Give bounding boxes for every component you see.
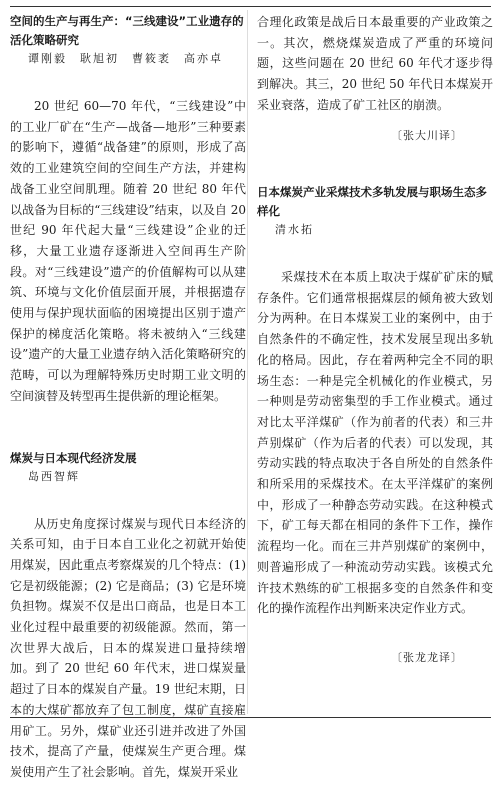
article-1-body: 20 世纪 60—70 年代，“三线建设”中的工业厂矿在“生产—战备—地形”三种要素的影响下，遵循“战备建”的原则，形成了高效的工业建筑空间的空间生产方法，并建构战备工业空间肌理。随着 20 世纪 80 年代以战备为目标的“三线建设”结束，以及自 20 世纪 90 年代起大量“三线建设”企业的迁移，大量工业遗存逐渐进入空间再生产阶段。对“三线建设”遗产的价值解构可以从建筑、环境与文化价值层面开展，并根据遗存使用与保护现状面临的困境提出区别于遗产保护的梯度活化策略。将未被纳入“三线建设”遗产的大量工业遗存纳入活化策略研究的范畴，可以为理解特殊历史时期工业文明的空间演替及转型再生提供新的理论框架。 xyxy=(10,99,246,403)
article-2-authors: 岛西智辉 xyxy=(28,469,80,483)
left-column xyxy=(10,12,246,804)
article-2-body-continued: 合理化政策是战后日本最重要的产业政策之一。其次，燃烧煤炭造成了严重的环境问题，这些问题在 20 世纪 60 年代才逐步得到解决。其三，20 世纪 50 年代日本煤炭开采业衰落，造成了矿工社区的崩溃。 xyxy=(257,15,493,112)
article-3-title: 日本煤炭产业采煤技术多轨发展与职场生态多样化 xyxy=(257,185,487,218)
column-divider xyxy=(247,10,248,714)
article-3-body: 采煤技术在本质上取决于煤矿矿床的赋存条件。它们通常根据煤层的倾角被大致划分为两种。在日本煤炭工业的案例中，由于自然条件的不确定性，技术发展呈现出多轨化的格局。因此，存在着两种完全不同的职场生态：一种是完全机械化的作业模式，另一种则是劳动密集型的手工作业模式。通过对比太平洋煤矿（作为前者的代表）和三井芦别煤矿（作为后者的代表）可以发现，其劳动实践的特点取决于各自所处的自然条件和所采用的采煤技术。在太平洋煤矿的案例中，形成了一种静态劳动实践。在这种模式下，矿工每天都在相同的条件下工作，操作流程均一化。而在三井芦别煤矿的案例中，则普遍形成了一种流动劳动实践。该模式允许技术熟练的矿工根据多变的自然条件和变化的操作流程作出判断来决定作业方式。 xyxy=(257,270,493,616)
article-3-translator: 〔张龙龙译〕 xyxy=(391,650,463,664)
article-2 xyxy=(10,449,246,804)
article-1 xyxy=(10,12,246,407)
article-3 xyxy=(257,183,493,665)
right-column xyxy=(257,12,493,665)
bottom-rule xyxy=(10,717,491,718)
article-2-title: 煤炭与日本现代经济发展 xyxy=(10,450,137,465)
article-1-authors: 谭刚毅 耿旭初 曹筱袤 高亦卓 xyxy=(28,52,223,65)
article-3-authors: 清水拓 xyxy=(275,223,314,236)
article-2-body: 从历史角度探讨煤炭与现代日本经济的关系可知，由于日本自工业化之初就开始使用煤炭，因此重点考察煤炭的几个特点：(1) 它是初级能源；(2) 它是商品；(3) 它是环境负担物。煤炭不仅是出口商品，也是日本工业化过程中最重要的初级能源。然而，第一次世界大战后，日本的煤炭进口量持续增加。到了 20 世纪 60 年代末，进口煤炭量超过了日本的煤炭自产量。19 世纪末期，日本的大煤矿都放弃了包工制度，煤矿直接雇用矿工。另外，煤矿业还引进并改进了外国技术，提高了产量，使煤炭生产更合理。煤炭使用产生了社会影响。首先，煤炭开采业 xyxy=(10,516,246,779)
top-rule xyxy=(10,6,491,7)
article-1-title: 空间的生产与再生产：“三线建设”工业遗存的活化策略研究 xyxy=(10,14,244,47)
article-2-translator: 〔张大川译〕 xyxy=(391,129,463,142)
